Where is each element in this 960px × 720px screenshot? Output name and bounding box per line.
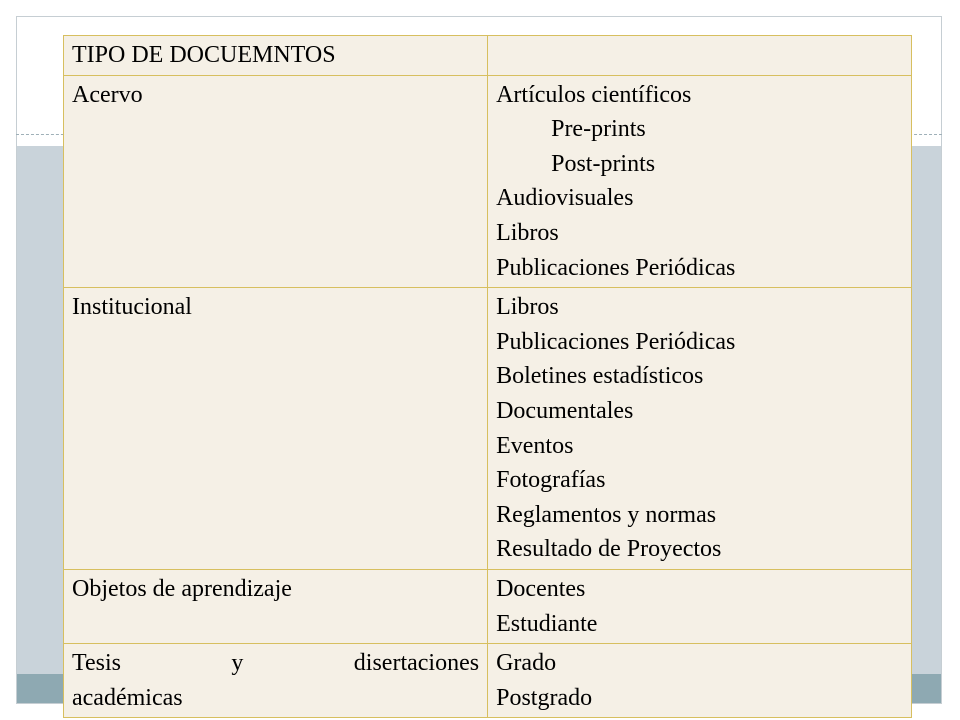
table-row <box>64 288 912 570</box>
list-item: Boletines estadísticos <box>496 363 704 390</box>
footer-band-right <box>912 674 941 703</box>
list-item: Docentes <box>496 575 586 602</box>
items-cell <box>488 569 912 643</box>
list-item: Libros <box>496 294 559 321</box>
table-row <box>64 569 912 643</box>
list-item: Grado <box>496 650 557 677</box>
list-item: Postgrado <box>496 684 593 711</box>
category-word: Tesis <box>72 650 121 677</box>
table-header-row <box>64 36 912 76</box>
table-row <box>64 75 912 288</box>
document-types-table <box>63 35 912 718</box>
list-item: Artículos científicos <box>496 81 692 108</box>
list-item: Publicaciones Periódicas <box>496 254 736 281</box>
list-item: Pre-prints <box>551 116 646 143</box>
items-cell <box>488 644 912 718</box>
list-item: Publicaciones Periódicas <box>496 328 736 355</box>
category-line: académicas <box>72 684 183 711</box>
side-band-right <box>912 146 941 674</box>
list-item: Estudiante <box>496 610 598 637</box>
list-item: Fotografías <box>496 467 606 494</box>
category-cell: Objetos de aprendizaje <box>64 569 488 643</box>
category-cell: Acervo <box>64 75 488 288</box>
list-item: Resultado de Proyectos <box>496 536 722 563</box>
list-item: Libros <box>496 219 559 246</box>
list-item: Documentales <box>496 397 634 424</box>
items-cell <box>488 75 912 288</box>
list-item: Post-prints <box>551 150 656 177</box>
category-line-justified <box>72 646 479 681</box>
header-cell-type: TIPO DE DOCUEMNTOS <box>64 36 488 76</box>
category-cell <box>64 644 488 718</box>
table-row <box>64 644 912 718</box>
header-cell-empty <box>488 36 912 76</box>
side-band-left <box>17 146 63 674</box>
category-word: disertaciones <box>353 650 480 677</box>
items-cell <box>488 288 912 570</box>
footer-band-left <box>17 674 63 703</box>
list-item: Reglamentos y normas <box>496 501 717 528</box>
list-item: Eventos <box>496 432 574 459</box>
category-word: y <box>231 650 244 677</box>
category-cell: Institucional <box>64 288 488 570</box>
list-item: Audiovisuales <box>496 185 634 212</box>
